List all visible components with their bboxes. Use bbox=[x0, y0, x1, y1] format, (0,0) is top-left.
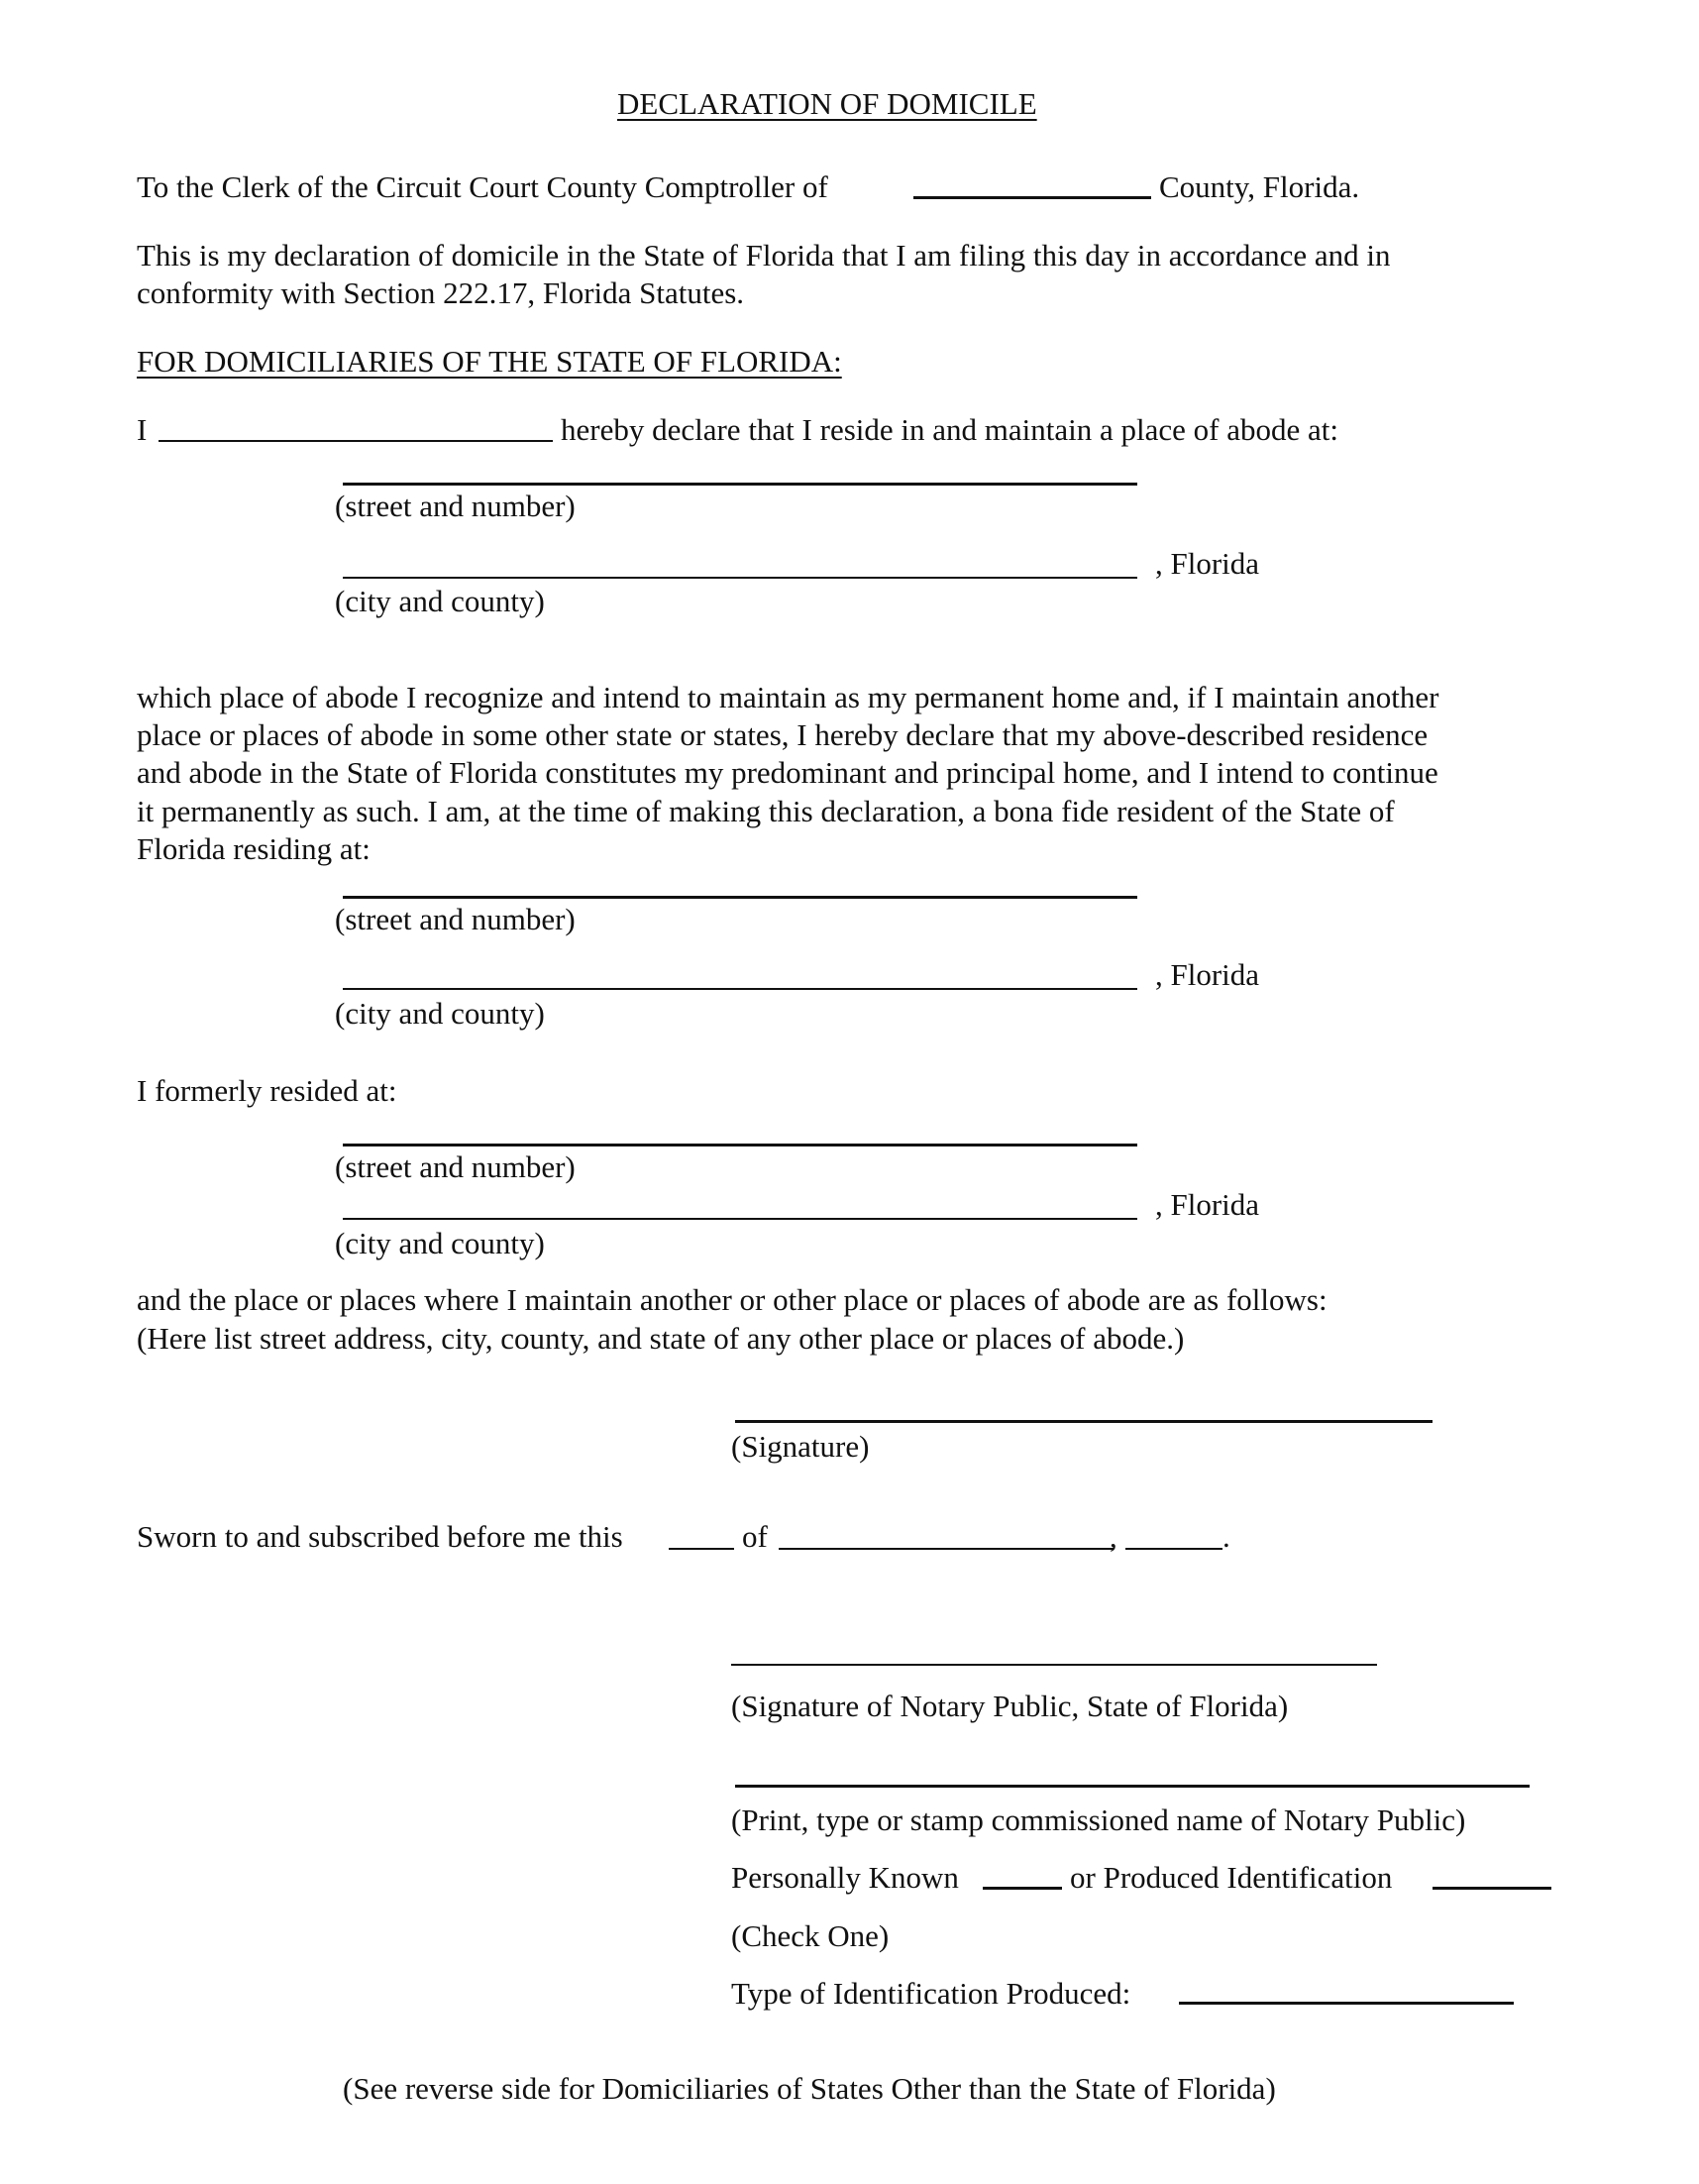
sworn-day-field[interactable] bbox=[669, 1548, 734, 1550]
sworn-comma: , bbox=[1110, 1519, 1117, 1554]
street-label: (street and number) bbox=[335, 489, 576, 523]
declarant-name-field[interactable] bbox=[159, 440, 553, 442]
county-florida-text: County, Florida. bbox=[1159, 169, 1360, 204]
personally-known-label: Personally Known bbox=[731, 1860, 959, 1895]
county-field[interactable] bbox=[913, 196, 1151, 199]
footer-note: (See reverse side for Domiciliaries of States Other than the State of Florida) bbox=[343, 2071, 1276, 2106]
florida-label: , Florida bbox=[1155, 546, 1260, 581]
residing-city-field[interactable] bbox=[343, 988, 1137, 990]
formerly-resided-text: I formerly resided at: bbox=[137, 1073, 397, 1108]
intro-line-2: conformity with Section 222.17, Florida Statutes. bbox=[137, 275, 745, 310]
produced-id-label: or Produced Identification bbox=[1070, 1860, 1393, 1895]
florida-label: , Florida bbox=[1155, 1187, 1260, 1222]
paragraph-line-1: which place of abode I recognize and intend to maintain as my permanent home and, if I maintain another bbox=[137, 680, 1439, 714]
paragraph-line-5: Florida residing at: bbox=[137, 831, 371, 866]
former-street-field[interactable] bbox=[343, 1144, 1137, 1147]
section-heading: FOR DOMICILIARIES OF THE STATE OF FLORIDA: bbox=[137, 344, 842, 379]
paragraph-line-2: place or places of abode in some other state or states, I hereby declare that my above-described residence bbox=[137, 717, 1429, 752]
notary-name-label: (Print, type or stamp commissioned name of Notary Public) bbox=[731, 1802, 1466, 1837]
paragraph-line-4: it permanently as such. I am, at the time of making this declaration, a bona fide resident of the State of bbox=[137, 794, 1395, 828]
sworn-year-field[interactable] bbox=[1125, 1548, 1222, 1550]
city-label: (city and county) bbox=[335, 584, 545, 618]
signature-field[interactable] bbox=[735, 1420, 1433, 1423]
produced-id-field[interactable] bbox=[1433, 1887, 1551, 1890]
former-city-field[interactable] bbox=[343, 1218, 1137, 1220]
intro-line-1: This is my declaration of domicile in the State of Florida that I am filing this day in accordance and in bbox=[137, 238, 1391, 273]
city-label: (city and county) bbox=[335, 1226, 545, 1260]
current-city-field[interactable] bbox=[343, 577, 1137, 579]
paragraph-line-3: and abode in the State of Florida constitutes my predominant and principal home, and I intend to continue bbox=[137, 755, 1438, 790]
declare-prefix: I bbox=[137, 412, 148, 447]
sworn-text: Sworn to and subscribed before me this bbox=[137, 1519, 623, 1554]
check-one-label: (Check One) bbox=[731, 1918, 890, 1953]
sworn-of-text: of bbox=[742, 1519, 768, 1554]
sworn-month-field[interactable] bbox=[779, 1548, 1114, 1550]
personally-known-field[interactable] bbox=[983, 1887, 1062, 1890]
type-of-id-field[interactable] bbox=[1179, 2002, 1514, 2005]
signature-label: (Signature) bbox=[731, 1429, 870, 1464]
notary-signature-label: (Signature of Notary Public, State of Florida) bbox=[731, 1689, 1289, 1723]
city-label: (city and county) bbox=[335, 996, 545, 1031]
to-clerk-text: To the Clerk of the Circuit Court County Comptroller of bbox=[137, 169, 828, 204]
florida-label: , Florida bbox=[1155, 957, 1260, 992]
other-abodes-line-1: and the place or places where I maintain another or other place or places of abode are as follows: bbox=[137, 1282, 1327, 1317]
street-label: (street and number) bbox=[335, 902, 576, 936]
type-of-id-label: Type of Identification Produced: bbox=[731, 1976, 1131, 2011]
sworn-period: . bbox=[1222, 1519, 1230, 1554]
notary-name-field[interactable] bbox=[735, 1785, 1530, 1788]
other-abodes-line-2: (Here list street address, city, county, and state of any other place or places of abode.) bbox=[137, 1321, 1185, 1356]
notary-signature-field[interactable] bbox=[731, 1664, 1377, 1666]
declare-text: hereby declare that I reside in and maintain a place of abode at: bbox=[561, 412, 1338, 447]
current-street-field[interactable] bbox=[343, 483, 1137, 486]
residing-street-field[interactable] bbox=[343, 896, 1137, 899]
street-label: (street and number) bbox=[335, 1149, 576, 1184]
document-title: DECLARATION OF DOMICILE bbox=[617, 86, 1037, 121]
